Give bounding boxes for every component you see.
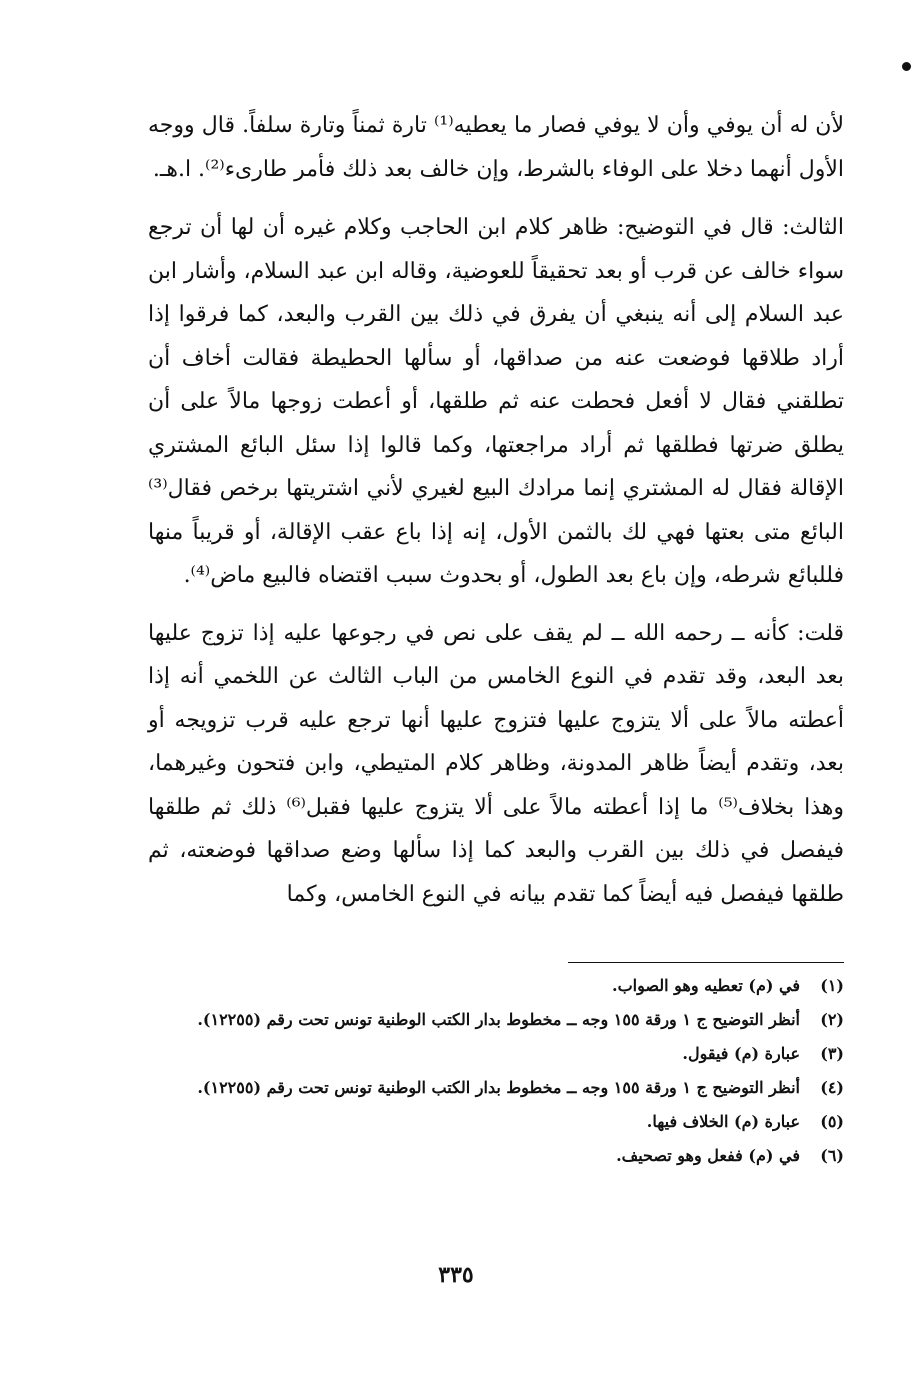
footnote-text: في (م) تعطيه وهو الصواب. xyxy=(612,976,800,995)
footnote-item xyxy=(150,1006,844,1034)
footnote-item xyxy=(150,1040,844,1068)
footnote-number: (٣) xyxy=(820,1044,844,1063)
footnote-number: (٦) xyxy=(820,1146,844,1165)
paragraph-1: لأن له أن يوفي وأن لا يوفي فصار ما يعطيه⁽¹⁾ تارة ثمناً وتارة سلفاً. قال ووجه الأول أنهما دخلا على الوفاء بالشرط، وإن خالف بعد ذلك فأمر طارىء⁽²⁾. ا.هـ. xyxy=(148,113,845,182)
footnote-text: عبارة (م) الخلاف فيها. xyxy=(646,1112,800,1131)
page-number: ٣٣٥ xyxy=(438,1262,474,1288)
footnote-number: (٥) xyxy=(820,1112,844,1131)
footnote-item xyxy=(150,1108,844,1136)
footnote-item xyxy=(150,1142,844,1170)
footnotes-list xyxy=(150,972,844,1176)
footnote-text: عبارة (م) فيقول. xyxy=(682,1044,800,1063)
footnote-divider xyxy=(568,962,844,963)
footnote-text: في (م) ففعل وهو تصحيف. xyxy=(616,1146,800,1165)
footnote-number: (٤) xyxy=(820,1078,844,1097)
footnote-item xyxy=(150,1074,844,1102)
footnote-number: (٢) xyxy=(820,1010,844,1029)
footnote-text: أنظر التوضيح ج ١ ورقة ١٥٥ وجه ــ مخطوط بدار الكتب الوطنية تونس تحت رقم (١٢٢٥٥). xyxy=(197,1010,800,1029)
footnote-text: أنظر التوضيح ج ١ ورقة ١٥٥ وجه ــ مخطوط بدار الكتب الوطنية تونس تحت رقم (١٢٢٥٥). xyxy=(197,1078,800,1097)
paragraph-2: الثالث: قال في التوضيح: ظاهر كلام ابن الحاجب وكلام غيره أن لها أن ترجع سواء خالف عن قرب أو بعد تحقيقاً للعوضية، وقاله ابن عبد السلام، وأشار ابن عبد السلام إلى أنه ينبغي أن يفرق في ذلك بين القرب والبعد، كما فرقوا إذا أراد طلاقها فوضعت عنه من صداقها، أو سألها الحطيطة فقالت أخاف أن تطلقني فقال لا أفعل فحطت عنه ثم طلقها، أو أعطت زوجها مالاً على أن يطلق ضرتها فطلقها ثم أراد مراجعتها، وكما قالوا إذا سئل البائع المشتري الإقالة فقال له المشتري إنما مرادك البيع لغيري لأني اشتريتها برخص فقال⁽³⁾ البائع متى بعتها فهي لك بالثمن الأول، إنه إذا باع عقب الإقالة، أو قريباً منها فللبائع شرطه، وإن باع بعد الطول، أو بحدوث سبب اقتضاه فالبيع ماض⁽⁴⁾. xyxy=(148,215,844,588)
footnote-number: (١) xyxy=(820,976,844,995)
paragraph-3: قلت: كأنه ــ رحمه الله ــ لم يقف على نص في رجوعها عليه إذا تزوج عليها بعد البعد، وقد تقدم في النوع الخامس من الباب الثالث عن اللخمي أنه إذا أعطته مالاً على ألا يتزوج عليها فتزوج عليها أنها ترجع عليه قرب تزويجه أو بعد، وتقدم أيضاً ظاهر المدونة، وظاهر كلام المتيطي، وابن فتحون وغيرهما، وهذا بخلاف⁽⁵⁾ ما إذا أعطته مالاً على ألا يتزوج عليها فقبل⁽⁶⁾ ذلك ثم طلقها فيفصل في ذلك بين القرب والبعد كما إذا سألها وضع صداقها فوضعته، ثم طلقها فيفصل فيه أيضاً كما تقدم بيانه في النوع الخامس، وكما xyxy=(148,620,844,907)
margin-dot xyxy=(902,62,911,71)
main-text xyxy=(148,104,844,916)
footnote-item xyxy=(150,972,844,1000)
